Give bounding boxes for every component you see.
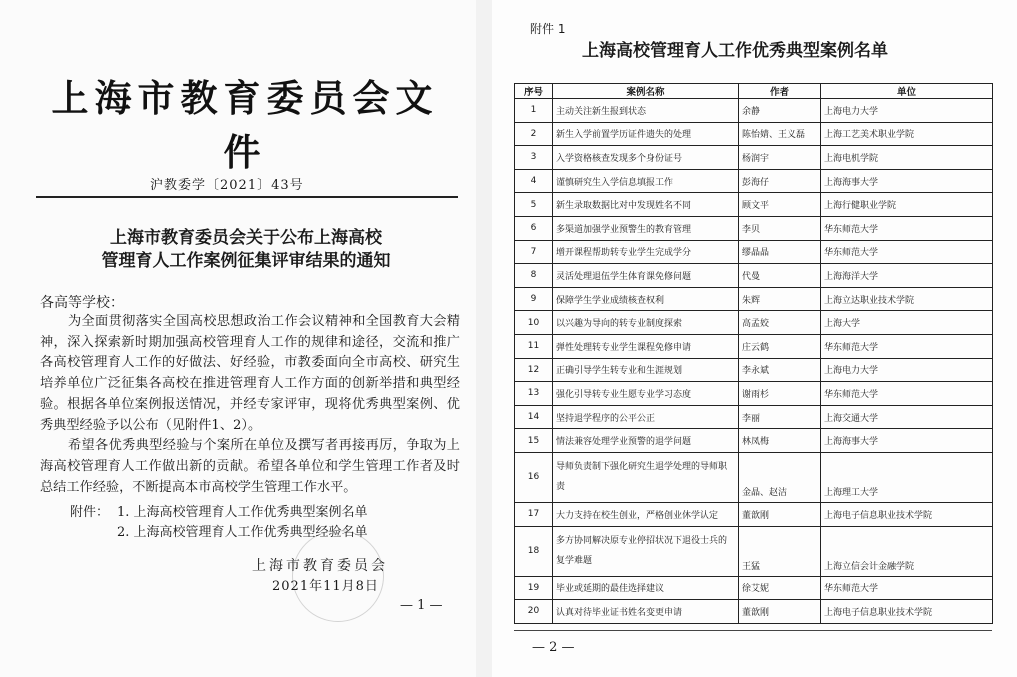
attachment-1: 1. 上海高校管理育人工作优秀典型案例名单	[117, 505, 368, 520]
row-index: 3	[515, 146, 553, 170]
list-title: 上海高校管理育人工作优秀典型案例名单	[582, 41, 888, 61]
signature: 上海市教育委员会	[252, 558, 388, 574]
column-header-author: 作者	[739, 84, 821, 99]
row-index: 18	[515, 526, 553, 576]
case-unit: 华东师范大学	[821, 576, 993, 600]
case-unit: 上海电子信息职业技术学院	[821, 502, 993, 526]
row-index: 20	[515, 600, 553, 624]
case-unit: 上海理工大学	[821, 452, 993, 502]
case-author: 林凤梅	[739, 429, 821, 453]
column-header-unit: 单位	[821, 84, 993, 99]
salutation: 各高等学校：	[40, 295, 124, 311]
case-unit: 上海行健职业学院	[821, 193, 993, 217]
row-index: 8	[515, 264, 553, 288]
table-row	[515, 99, 993, 123]
case-author: 彭海仔	[739, 169, 821, 193]
case-name: 坚持退学程序的公平公正	[553, 405, 739, 429]
attachment-2: 2. 上海高校管理育人工作优秀典型经验名单	[117, 525, 368, 540]
case-author: 李永斌	[739, 358, 821, 382]
row-index: 17	[515, 502, 553, 526]
row-index: 5	[515, 193, 553, 217]
case-author: 缪晶晶	[739, 240, 821, 264]
attachment-label: 附件：	[70, 505, 110, 520]
case-name: 认真对待毕业证书姓名变更申请	[553, 600, 739, 624]
case-name: 多渠道加强学业预警生的教育管理	[553, 216, 739, 240]
table-row	[515, 358, 993, 382]
case-unit: 上海电子信息职业技术学院	[821, 600, 993, 624]
column-header-case-name: 案例名称	[553, 84, 739, 99]
table-row	[515, 576, 993, 600]
case-author: 代曼	[739, 264, 821, 288]
case-unit: 上海海事大学	[821, 169, 993, 193]
agency-title: 上海市教育委员会文件	[51, 76, 439, 174]
case-unit: 上海海事大学	[821, 429, 993, 453]
case-author: 金晶、赵洁	[739, 452, 821, 502]
case-unit: 上海电力大学	[821, 358, 993, 382]
table-row	[515, 452, 993, 502]
cases-table	[514, 83, 993, 624]
row-index: 9	[515, 287, 553, 311]
case-author: 朱辉	[739, 287, 821, 311]
row-index: 16	[515, 452, 553, 502]
table-header-row	[515, 84, 993, 99]
table-row	[515, 600, 993, 624]
case-author: 王猛	[739, 526, 821, 576]
case-author: 余静	[739, 99, 821, 123]
case-name: 新生录取数据比对中发现姓名不同	[553, 193, 739, 217]
row-index: 10	[515, 311, 553, 335]
case-author: 董歆刚	[739, 502, 821, 526]
case-name: 多方协同解决原专业停招状况下退役士兵的复学难题	[553, 526, 739, 576]
row-index: 19	[515, 576, 553, 600]
row-index: 7	[515, 240, 553, 264]
table-row	[515, 287, 993, 311]
document-number: 沪教委学〔2021〕43号	[150, 178, 304, 193]
table-row	[515, 334, 993, 358]
row-index: 11	[515, 334, 553, 358]
notice-title-line-1: 上海市教育委员会关于公布上海高校	[110, 228, 382, 248]
row-index: 14	[515, 405, 553, 429]
table-row	[515, 502, 993, 526]
case-name: 谨慎研究生入学信息填报工作	[553, 169, 739, 193]
row-index: 1	[515, 99, 553, 123]
case-unit: 上海立信会计金融学院	[821, 526, 993, 576]
case-unit: 上海大学	[821, 311, 993, 335]
case-name: 新生入学前置学历证件遗失的处理	[553, 122, 739, 146]
case-author: 董歆刚	[739, 600, 821, 624]
notice-title-line-2: 管理育人工作案例征集评审结果的通知	[101, 251, 391, 271]
case-unit: 上海工艺美术职业学院	[821, 122, 993, 146]
case-unit: 华东师范大学	[821, 216, 993, 240]
case-name: 毕业或延期的最佳选择建议	[553, 576, 739, 600]
case-author: 高孟姣	[739, 311, 821, 335]
case-name: 增开课程帮助转专业学生完成学分	[553, 240, 739, 264]
table-row	[515, 429, 993, 453]
bottom-divider	[514, 630, 992, 631]
case-author: 杨润宇	[739, 146, 821, 170]
case-name: 正确引导学生转专业和生涯规划	[553, 358, 739, 382]
body-paragraph-1: 为全面贯彻落实全国高校思想政治工作会议精神和全国教育大会精神，深入探索新时期加强高校管理育人工作的规律和途径，交流和推广各高校管理育人工作的好做法、好经验，市教委面向全市高校、研究生培养单位广泛征集各高校在推进管理育人工作方面的创新举措和典型经验。根据各单位案例报送情况，并经专家评审，现将优秀典型案例、优秀典型经验予以公布（见附件1、2）。	[40, 314, 460, 433]
case-name: 强化引导转专业生愿专业学习态度	[553, 382, 739, 406]
case-author: 李丽	[739, 405, 821, 429]
column-header-index: 序号	[515, 84, 553, 99]
page-number-right: — 2 —	[532, 640, 575, 655]
table-row	[515, 382, 993, 406]
table-row	[515, 169, 993, 193]
row-index: 6	[515, 216, 553, 240]
header-divider	[36, 196, 458, 198]
page-gutter	[476, 0, 492, 677]
case-unit: 华东师范大学	[821, 382, 993, 406]
case-unit: 上海电机学院	[821, 146, 993, 170]
notice-body	[40, 312, 460, 498]
body-paragraph-2: 希望各优秀典型经验与个案所在单位及撰写者再接再厉，争取为上海高校管理育人工作做出新的贡献。希望各单位和学生管理工作者及时总结工作经验，不断提高本市高校学生管理工作水平。	[40, 438, 460, 495]
case-author: 顾文平	[739, 193, 821, 217]
table-row	[515, 526, 993, 576]
case-name: 弹性处理转专业学生课程免修申请	[553, 334, 739, 358]
case-name: 入学资格核查发现多个身份证号	[553, 146, 739, 170]
case-author: 徐艾妮	[739, 576, 821, 600]
signature-date: 2021年11月8日	[272, 579, 379, 594]
row-index: 2	[515, 122, 553, 146]
table-row	[515, 240, 993, 264]
case-name: 大力支持在校生创业，严格创业休学认定	[553, 502, 739, 526]
case-name: 情法兼容处理学业预警的退学问题	[553, 429, 739, 453]
row-index: 4	[515, 169, 553, 193]
annex-label: 附件 1	[530, 22, 566, 36]
notice-title	[60, 227, 432, 273]
row-index: 12	[515, 358, 553, 382]
right-page	[492, 0, 1017, 677]
table-row	[515, 405, 993, 429]
table-row	[515, 193, 993, 217]
row-index: 13	[515, 382, 553, 406]
case-author: 陈怡婧、王义磊	[739, 122, 821, 146]
case-author: 谢雨杉	[739, 382, 821, 406]
table-row	[515, 216, 993, 240]
table-row	[515, 311, 993, 335]
left-page	[0, 0, 476, 677]
page-number-left: — 1 —	[400, 598, 443, 613]
case-unit: 上海海洋大学	[821, 264, 993, 288]
case-unit: 华东师范大学	[821, 334, 993, 358]
table-body	[515, 99, 993, 624]
table-row	[515, 264, 993, 288]
case-unit: 华东师范大学	[821, 240, 993, 264]
table-row	[515, 122, 993, 146]
case-author: 李贝	[739, 216, 821, 240]
case-unit: 上海交通大学	[821, 405, 993, 429]
row-index: 15	[515, 429, 553, 453]
case-author: 庄云鹤	[739, 334, 821, 358]
case-name: 导师负责制下强化研究生退学处理的导师职责	[553, 452, 739, 502]
case-name: 灵活处理退伍学生体育课免修问题	[553, 264, 739, 288]
case-name: 主动关注新生报到状态	[553, 99, 739, 123]
case-name: 保障学生学业成绩核查权利	[553, 287, 739, 311]
case-name: 以兴趣为导向的转专业制度探索	[553, 311, 739, 335]
case-unit: 上海立达职业技术学院	[821, 287, 993, 311]
case-unit: 上海电力大学	[821, 99, 993, 123]
table-row	[515, 146, 993, 170]
